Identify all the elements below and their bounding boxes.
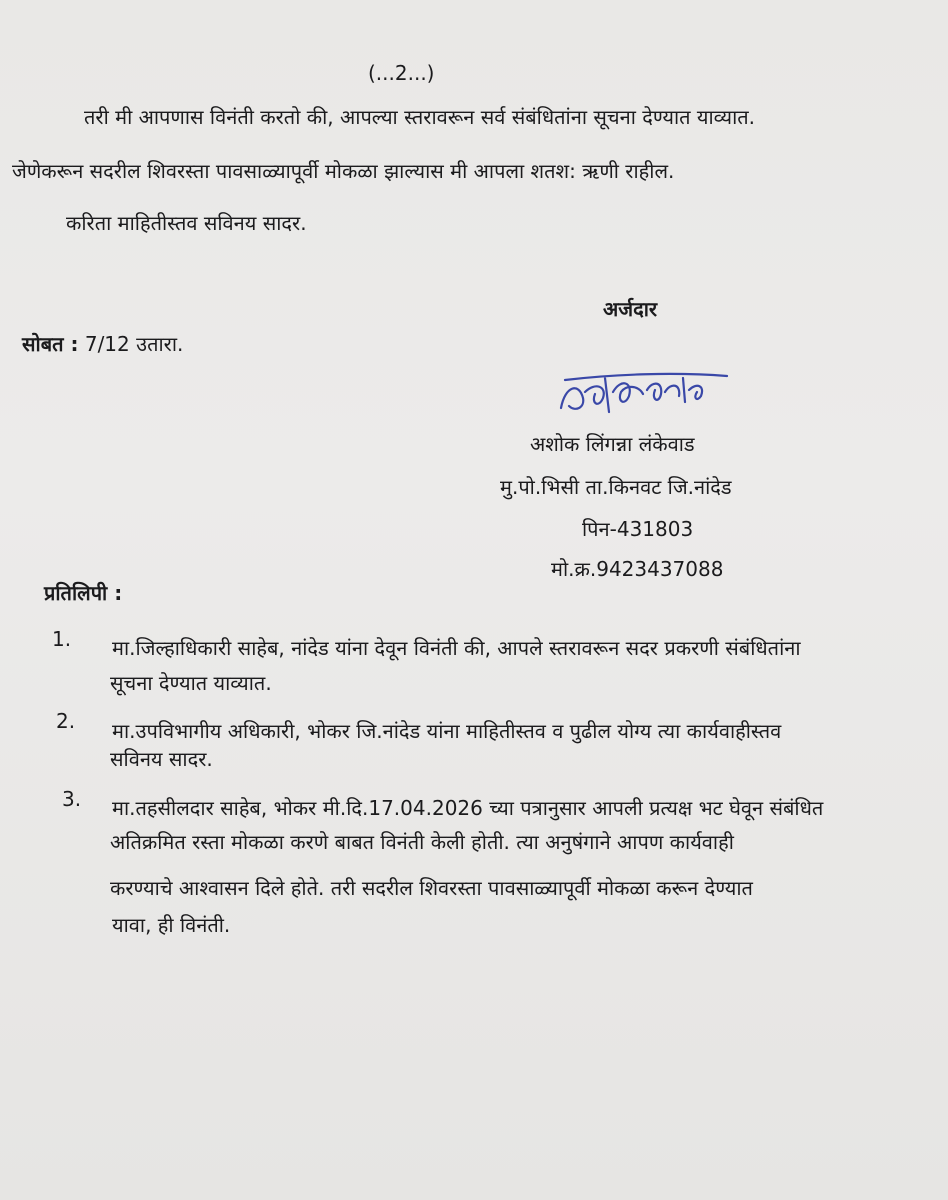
body-line-3: करिता माहितीस्तव सविनय सादर. (66, 211, 307, 235)
copy-item-line: अतिक्रमित रस्ता मोकळा करणे बाबत विनंती केली होती. त्या अनुषंगाने आपण कार्यवाही (110, 830, 734, 854)
enclosure-line (22, 331, 183, 357)
applicant-pin: पिन-431803 (582, 517, 694, 541)
copies-heading: प्रतिलिपी : (44, 581, 123, 605)
applicant-heading: अर्जदार (603, 297, 658, 321)
body-line-2: जेणेकरून सदरील शिवरस्ता पावसाळ्यापूर्वी मोकळा झाल्यास मी आपला शतश: ऋणी राहील. (12, 159, 675, 183)
copy-item-number: 3. (62, 787, 82, 811)
copy-item-line: मा.तहसीलदार साहेब, भोकर मी.दि.17.04.2026 च्या पत्रानुसार आपली प्रत्यक्ष भट घेवून संबंधित (112, 796, 824, 820)
copy-item-line: करण्याचे आश्वासन दिले होते. तरी सदरील शिवरस्ता पावसाळ्यापूर्वी मोकळा करून देण्यात (110, 876, 753, 900)
copy-item-line: मा.उपविभागीय अधिकारी, भोकर जि.नांदेड यांना माहितीस्तव व पुढील योग्य त्या कार्यवाहीस्तव (112, 719, 782, 743)
copy-item-line: सूचना देण्यात याव्यात. (110, 671, 272, 695)
applicant-name: अशोक लिंगन्ना लंकेवाड (530, 432, 695, 456)
copy-item-line: यावा, ही विनंती. (112, 913, 231, 937)
applicant-mobile: मो.क्र.9423437088 (551, 557, 724, 581)
copy-item-line: मा.जिल्हाधिकारी साहेब, नांदेड यांना देवून विनंती की, आपले स्तरावरून सदर प्रकरणी संबंधितांना (112, 636, 801, 660)
applicant-signature (555, 368, 735, 424)
applicant-address: मु.पो.भिसी ता.किनवट जि.नांदेड (500, 475, 732, 499)
copy-item-number: 1. (52, 627, 72, 651)
page-number-marker: (...2...) (368, 61, 435, 85)
copy-item-number: 2. (56, 709, 76, 733)
enclosure-label: सोबत : (22, 332, 79, 356)
body-line-1: तरी मी आपणास विनंती करतो की, आपल्या स्तरावरून सर्व संबंधितांना सूचना देण्यात याव्यात. (84, 105, 756, 129)
copy-item-line: सविनय सादर. (110, 747, 213, 771)
enclosure-value: 7/12 उतारा. (84, 332, 184, 356)
